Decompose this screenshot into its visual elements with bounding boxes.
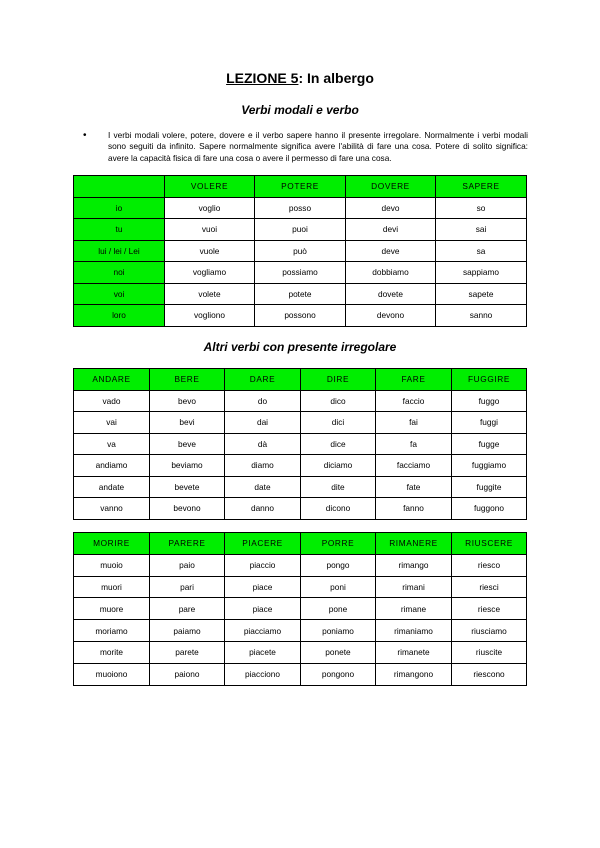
table-cell: vanno xyxy=(74,498,150,520)
table-cell: faccio xyxy=(376,390,452,412)
table-cell: devo xyxy=(346,197,436,219)
table-cell: pongo xyxy=(301,554,376,576)
table-cell: fai xyxy=(376,412,452,434)
row-header: tu xyxy=(74,219,165,241)
table-cell: devi xyxy=(346,219,436,241)
table-cell: fa xyxy=(376,433,452,455)
table-cell: voglio xyxy=(165,197,255,219)
table-cell: posso xyxy=(255,197,346,219)
table-cell: dovete xyxy=(346,283,436,305)
lesson-number: LEZIONE 5 xyxy=(226,70,299,86)
table-cell: dobbiamo xyxy=(346,262,436,284)
column-header: POTERE xyxy=(255,176,346,198)
modal-verbs-table xyxy=(73,175,527,327)
table-cell: date xyxy=(225,476,301,498)
table-cell: sanno xyxy=(436,305,527,327)
table-cell: puoi xyxy=(255,219,346,241)
table-cell: sai xyxy=(436,219,527,241)
table-cell: fanno xyxy=(376,498,452,520)
table-cell: pongono xyxy=(301,663,376,685)
table-cell: vado xyxy=(74,390,150,412)
table-row xyxy=(74,433,527,455)
table-cell: poniamo xyxy=(301,620,376,642)
table-cell: piacciamo xyxy=(225,620,301,642)
irregular-verbs-table-1 xyxy=(73,368,527,520)
table-cell: rimani xyxy=(376,576,452,598)
table-cell: piace xyxy=(225,576,301,598)
table-cell: so xyxy=(436,197,527,219)
table-cell: riesco xyxy=(452,554,527,576)
table-cell: rimaniamo xyxy=(376,620,452,642)
table-cell: possono xyxy=(255,305,346,327)
table-cell: ponete xyxy=(301,641,376,663)
table-row xyxy=(74,476,527,498)
table-cell: devono xyxy=(346,305,436,327)
table-cell: beviamo xyxy=(150,455,225,477)
table-row xyxy=(74,197,527,219)
table-cell: muoio xyxy=(74,554,150,576)
table-cell: beve xyxy=(150,433,225,455)
column-header: FUGGIRE xyxy=(452,369,527,391)
column-header: DIRE xyxy=(301,369,376,391)
table-cell: poni xyxy=(301,576,376,598)
table-row xyxy=(74,455,527,477)
column-header: VOLERE xyxy=(165,176,255,198)
irregular-verbs-table-2 xyxy=(73,532,527,686)
table-cell: piace xyxy=(225,598,301,620)
column-header: FARE xyxy=(376,369,452,391)
table-row xyxy=(74,498,527,520)
table-cell: dite xyxy=(301,476,376,498)
table-row xyxy=(74,554,527,576)
table-row xyxy=(74,620,527,642)
table-cell: piacciono xyxy=(225,663,301,685)
table-cell: fugge xyxy=(452,433,527,455)
row-header: io xyxy=(74,197,165,219)
table-cell: riesce xyxy=(452,598,527,620)
column-header: RIUSCERE xyxy=(452,533,527,555)
table-cell: paiono xyxy=(150,663,225,685)
page-title xyxy=(0,70,600,86)
column-header: ANDARE xyxy=(74,369,150,391)
table-cell: bevi xyxy=(150,412,225,434)
table-row xyxy=(74,412,527,434)
bullet-text: I verbi modali volere, potere, dovere e il verbo sapere hanno il presente irregolare. Normalmente i verbi modali sono seguiti da infinito. Sapere normalmente significa avere l'abilità di fare una cosa. Potere di solito significa: avere la capacità fisica di fare una cosa o avere il permesso di fare una cosa. xyxy=(108,130,528,163)
table-cell: riuscite xyxy=(452,641,527,663)
table-cell: dice xyxy=(301,433,376,455)
table-cell: pone xyxy=(301,598,376,620)
table-cell: paiamo xyxy=(150,620,225,642)
table-row xyxy=(74,240,527,262)
table-row xyxy=(74,305,527,327)
table-cell: riusciamo xyxy=(452,620,527,642)
table-cell: sappiamo xyxy=(436,262,527,284)
table-cell: deve xyxy=(346,240,436,262)
table-cell: do xyxy=(225,390,301,412)
table-cell: muori xyxy=(74,576,150,598)
column-header: DARE xyxy=(225,369,301,391)
table-cell: fuggite xyxy=(452,476,527,498)
header-row xyxy=(74,369,527,391)
column-header: BERE xyxy=(150,369,225,391)
table-row xyxy=(74,219,527,241)
table-cell: volete xyxy=(165,283,255,305)
table-cell: moriamo xyxy=(74,620,150,642)
table-cell: fate xyxy=(376,476,452,498)
table-cell: fuggi xyxy=(452,412,527,434)
table-cell: andate xyxy=(74,476,150,498)
column-header: RIMANERE xyxy=(376,533,452,555)
row-header: loro xyxy=(74,305,165,327)
table-cell: rimanete xyxy=(376,641,452,663)
table-cell: piaccio xyxy=(225,554,301,576)
table-cell: dai xyxy=(225,412,301,434)
table-row xyxy=(74,663,527,685)
table-cell: pare xyxy=(150,598,225,620)
row-header: lui / lei / Lei xyxy=(74,240,165,262)
table-row xyxy=(74,262,527,284)
table-cell: parete xyxy=(150,641,225,663)
table-cell: dico xyxy=(301,390,376,412)
table-cell: possiamo xyxy=(255,262,346,284)
lesson-topic: : In albergo xyxy=(298,70,374,86)
bullet-marker: • xyxy=(83,130,87,141)
table-cell: riesci xyxy=(452,576,527,598)
table-cell: può xyxy=(255,240,346,262)
table-cell: vuoi xyxy=(165,219,255,241)
table-cell: fuggiamo xyxy=(452,455,527,477)
section-heading-irregular-verbs: Altri verbi con presente irregolare xyxy=(203,340,397,354)
column-header: MORIRE xyxy=(74,533,150,555)
column-header: DOVERE xyxy=(346,176,436,198)
table-cell: danno xyxy=(225,498,301,520)
table-cell: bevo xyxy=(150,390,225,412)
table-row xyxy=(74,576,527,598)
table-cell: andiamo xyxy=(74,455,150,477)
table-cell: vogliono xyxy=(165,305,255,327)
row-header: voi xyxy=(74,283,165,305)
row-header: noi xyxy=(74,262,165,284)
table-cell: pari xyxy=(150,576,225,598)
bullet-paragraph xyxy=(83,130,528,164)
table-cell: morite xyxy=(74,641,150,663)
table-cell: riescono xyxy=(452,663,527,685)
table-cell: potete xyxy=(255,283,346,305)
column-header: PIACERE xyxy=(225,533,301,555)
table-cell: bevete xyxy=(150,476,225,498)
table-cell: sapete xyxy=(436,283,527,305)
table-cell: dà xyxy=(225,433,301,455)
table-cell: dicono xyxy=(301,498,376,520)
table-cell: rimango xyxy=(376,554,452,576)
table-row xyxy=(74,390,527,412)
table-cell: piacete xyxy=(225,641,301,663)
table-cell: vai xyxy=(74,412,150,434)
header-row xyxy=(74,176,527,198)
table-row xyxy=(74,641,527,663)
table-cell: fuggo xyxy=(452,390,527,412)
section-heading-modal-verbs: Verbi modali e verbo xyxy=(241,103,359,117)
table-cell: rimane xyxy=(376,598,452,620)
table-row xyxy=(74,598,527,620)
table-cell: va xyxy=(74,433,150,455)
table-cell: vogliamo xyxy=(165,262,255,284)
column-header: SAPERE xyxy=(436,176,527,198)
table-cell: diciamo xyxy=(301,455,376,477)
table-cell: bevono xyxy=(150,498,225,520)
column-header xyxy=(74,176,165,198)
table-cell: muore xyxy=(74,598,150,620)
table-cell: muoiono xyxy=(74,663,150,685)
table-cell: sa xyxy=(436,240,527,262)
table-cell: dici xyxy=(301,412,376,434)
table-cell: diamo xyxy=(225,455,301,477)
table-cell: facciamo xyxy=(376,455,452,477)
table-row xyxy=(74,283,527,305)
column-header: PORRE xyxy=(301,533,376,555)
table-cell: fuggono xyxy=(452,498,527,520)
table-cell: rimangono xyxy=(376,663,452,685)
column-header: PARERE xyxy=(150,533,225,555)
table-cell: vuole xyxy=(165,240,255,262)
table-cell: paio xyxy=(150,554,225,576)
header-row xyxy=(74,533,527,555)
